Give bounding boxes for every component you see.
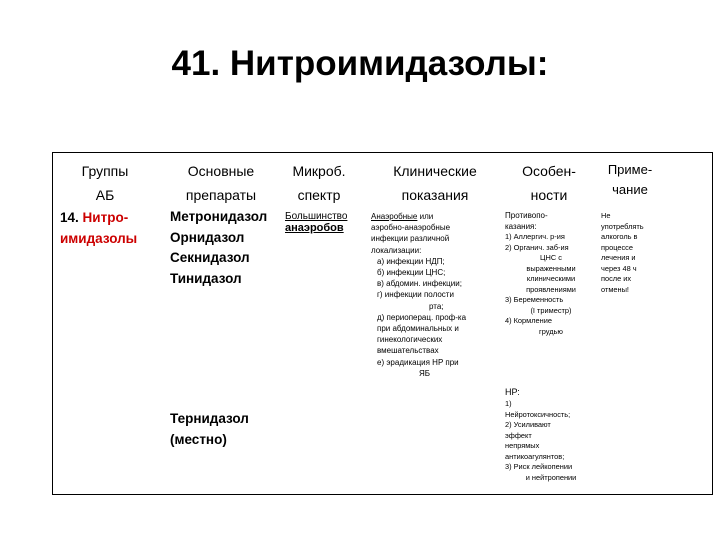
- page-title: 41. Нитроимидазолы:: [171, 44, 549, 83]
- indication-line: аэробно-анаэробные: [371, 223, 451, 233]
- indication-line: б) инфекции ЦНС;: [377, 268, 446, 278]
- header-notes: [597, 159, 663, 199]
- group-name-part1: Нитро-: [82, 210, 129, 225]
- indication-line: а) инфекции НДП;: [377, 256, 445, 266]
- indications-intro-rest: или: [417, 212, 434, 221]
- drug-local-item: Тернидазол: [170, 411, 249, 426]
- feature-contra-line: клиническими: [526, 274, 576, 283]
- feature-adverse-line: 3) Риск лейкопении: [505, 462, 573, 471]
- header-features: [503, 159, 595, 207]
- note-line: процессе: [601, 242, 633, 252]
- header-notes-line2: чание: [612, 182, 648, 197]
- feature-adverse-line: непрямых: [505, 441, 540, 450]
- group-number: 14.: [60, 210, 79, 225]
- drug-item: Метронидазол: [170, 209, 268, 224]
- features-adverse-cell: [505, 385, 597, 483]
- header-indications-line2: показания: [401, 187, 469, 203]
- header-drugs: [165, 159, 277, 207]
- header-spectrum: [281, 159, 357, 207]
- indications-intro: [371, 211, 499, 222]
- indication-line: гинекологических: [377, 335, 443, 345]
- feature-contra-line: грудью: [539, 326, 563, 336]
- feature-contra-line: ЦНС с: [540, 253, 562, 262]
- indication-line: ЯБ: [419, 368, 431, 378]
- feature-adverse-line: и нейтропении: [525, 472, 577, 482]
- drugs-local-cell: [170, 409, 282, 450]
- header-indications: [365, 159, 505, 207]
- note-line: через 48 ч: [601, 263, 637, 273]
- feature-adverse-title: НР:: [505, 387, 520, 397]
- note-line: употреблять: [601, 221, 644, 231]
- spectrum-line1: Большинство: [285, 211, 348, 222]
- header-spectrum-line2: спектр: [297, 187, 341, 203]
- note-line: после их: [601, 274, 632, 283]
- header-groups-line1: Группы: [81, 163, 129, 179]
- indication-line: в) абдомин. инфекции;: [377, 279, 462, 289]
- indication-line: при абдоминальных и: [377, 324, 459, 334]
- feature-contra-line: 4) Кормление: [505, 316, 552, 325]
- feature-contra-line: 1) Аллергич. р-ия: [505, 232, 565, 241]
- feature-adverse-line: антикоагулянтов;: [505, 451, 565, 461]
- header-drugs-line1: Основные: [187, 163, 255, 179]
- drug-item: Орнидазол: [170, 229, 245, 245]
- spectrum-cell: [285, 211, 365, 234]
- indication-line: е) эрадикация HP при: [377, 357, 459, 367]
- feature-adverse-line: 2) Усиливают: [505, 420, 551, 429]
- note-line: алкоголь в: [601, 232, 638, 241]
- header-features-line2: ности: [530, 187, 568, 203]
- indications-intro-underlined: Анаэробные: [371, 212, 418, 221]
- note-line: отмены!: [601, 284, 629, 294]
- feature-adverse-line: эффект: [505, 430, 532, 440]
- header-groups-line2: АБ: [95, 187, 115, 203]
- drug-table: [52, 152, 713, 495]
- header-spectrum-line1: Микроб.: [292, 163, 346, 179]
- drug-item: Тинидазол: [170, 270, 242, 286]
- feature-contra-line: выраженными: [526, 263, 576, 273]
- header-indications-line1: Клинические: [393, 163, 477, 179]
- drug-local-item: (местно): [170, 431, 227, 447]
- indication-line: рта;: [429, 301, 444, 311]
- feature-contra-line: 3) Беременность: [505, 295, 564, 304]
- feature-adverse-line: 1): [505, 399, 512, 408]
- group-line1: [60, 207, 164, 228]
- indication-line: д) периоперац. проф-ка: [377, 312, 467, 322]
- header-notes-line1: Приме-: [607, 162, 653, 177]
- notes-cell: [601, 211, 665, 295]
- header-groups: [55, 159, 155, 207]
- note-line: Не: [601, 211, 611, 220]
- feature-contra-line: казания:: [505, 221, 537, 231]
- indication-line: инфекции различной: [371, 234, 450, 244]
- feature-contra-line: 2) Органич. заб-ия: [505, 242, 569, 252]
- spectrum-line2: анаэробов: [285, 221, 344, 234]
- feature-contra-line: проявлениями: [526, 284, 576, 294]
- features-cell: [505, 211, 597, 337]
- feature-contra-line: Противопо-: [505, 211, 548, 220]
- indications-cell: [371, 211, 499, 379]
- indication-line: вмешательствах: [377, 346, 439, 356]
- indication-line: г) инфекции полости: [377, 290, 454, 300]
- feature-contra-line: (I триместр): [530, 305, 572, 315]
- feature-adverse-line: Нейротоксичность;: [505, 409, 571, 419]
- group-name-part2: имидазолы: [60, 231, 138, 246]
- drugs-cell: [170, 207, 282, 289]
- note-line: лечения и: [601, 253, 636, 262]
- drug-item: Секнидазол: [170, 250, 250, 265]
- header-drugs-line2: препараты: [185, 187, 257, 203]
- group-cell: [60, 207, 164, 249]
- indication-line: локализации:: [371, 245, 422, 255]
- header-features-line1: Особен-: [522, 163, 576, 179]
